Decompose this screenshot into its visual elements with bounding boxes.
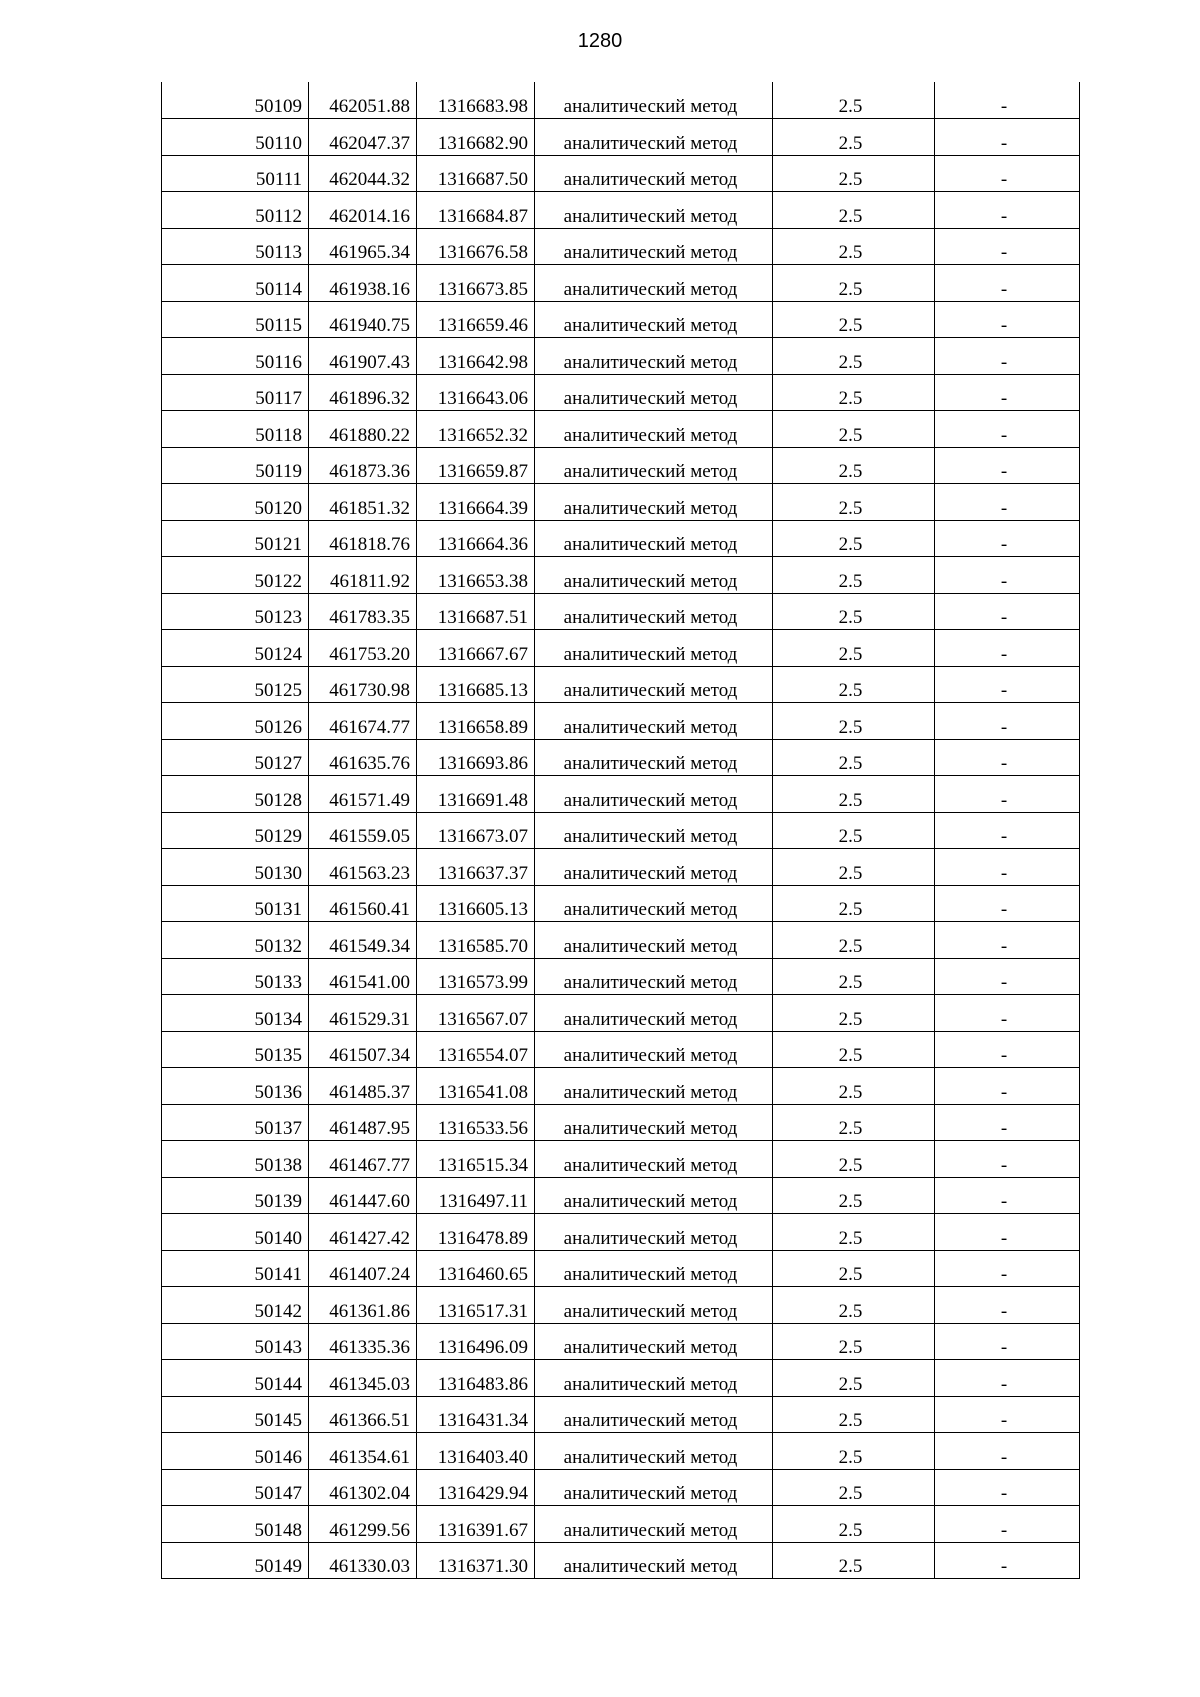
- method-cell: аналитический метод: [535, 1433, 773, 1470]
- point-number-cell: 50138: [162, 1141, 309, 1178]
- table-row: [162, 557, 1080, 594]
- method-cell: аналитический метод: [535, 411, 773, 448]
- x-coordinate-cell: 461302.04: [309, 1469, 417, 1506]
- table-row: [162, 849, 1080, 886]
- x-coordinate-cell: 461529.31: [309, 995, 417, 1032]
- table-row: [162, 338, 1080, 375]
- x-coordinate-cell: 461940.75: [309, 301, 417, 338]
- x-coordinate-cell: 461753.20: [309, 630, 417, 667]
- accuracy-cell: 2.5: [773, 593, 935, 630]
- accuracy-cell: 2.5: [773, 849, 935, 886]
- y-coordinate-cell: 1316371.30: [417, 1542, 535, 1579]
- table-row: [162, 812, 1080, 849]
- table-row: [162, 1506, 1080, 1543]
- x-coordinate-cell: 462044.32: [309, 155, 417, 192]
- table-row: [162, 1433, 1080, 1470]
- y-coordinate-cell: 1316478.89: [417, 1214, 535, 1251]
- method-cell: аналитический метод: [535, 958, 773, 995]
- x-coordinate-cell: 461330.03: [309, 1542, 417, 1579]
- y-coordinate-cell: 1316684.87: [417, 192, 535, 229]
- point-number-cell: 50126: [162, 703, 309, 740]
- note-cell: -: [935, 82, 1080, 119]
- accuracy-cell: 2.5: [773, 1469, 935, 1506]
- y-coordinate-cell: 1316685.13: [417, 666, 535, 703]
- x-coordinate-cell: 461571.49: [309, 776, 417, 813]
- method-cell: аналитический метод: [535, 1360, 773, 1397]
- method-cell: аналитический метод: [535, 666, 773, 703]
- note-cell: -: [935, 119, 1080, 156]
- table-row: [162, 301, 1080, 338]
- y-coordinate-cell: 1316567.07: [417, 995, 535, 1032]
- accuracy-cell: 2.5: [773, 301, 935, 338]
- note-cell: -: [935, 1542, 1080, 1579]
- table-row: [162, 1469, 1080, 1506]
- table-row: [162, 374, 1080, 411]
- accuracy-cell: 2.5: [773, 1250, 935, 1287]
- y-coordinate-cell: 1316573.99: [417, 958, 535, 995]
- point-number-cell: 50131: [162, 885, 309, 922]
- table-row: [162, 703, 1080, 740]
- point-number-cell: 50112: [162, 192, 309, 229]
- x-coordinate-cell: 461467.77: [309, 1141, 417, 1178]
- note-cell: -: [935, 995, 1080, 1032]
- note-cell: -: [935, 849, 1080, 886]
- table-row: [162, 265, 1080, 302]
- table-row: [162, 1177, 1080, 1214]
- point-number-cell: 50117: [162, 374, 309, 411]
- y-coordinate-cell: 1316554.07: [417, 1031, 535, 1068]
- x-coordinate-cell: 461851.32: [309, 484, 417, 521]
- accuracy-cell: 2.5: [773, 703, 935, 740]
- note-cell: -: [935, 1031, 1080, 1068]
- x-coordinate-cell: 461407.24: [309, 1250, 417, 1287]
- note-cell: -: [935, 593, 1080, 630]
- note-cell: -: [935, 1323, 1080, 1360]
- point-number-cell: 50134: [162, 995, 309, 1032]
- accuracy-cell: 2.5: [773, 885, 935, 922]
- y-coordinate-cell: 1316653.38: [417, 557, 535, 594]
- method-cell: аналитический метод: [535, 82, 773, 119]
- point-number-cell: 50146: [162, 1433, 309, 1470]
- y-coordinate-cell: 1316643.06: [417, 374, 535, 411]
- note-cell: -: [935, 1250, 1080, 1287]
- method-cell: аналитический метод: [535, 1214, 773, 1251]
- note-cell: -: [935, 1396, 1080, 1433]
- accuracy-cell: 2.5: [773, 1323, 935, 1360]
- method-cell: аналитический метод: [535, 849, 773, 886]
- y-coordinate-cell: 1316659.46: [417, 301, 535, 338]
- note-cell: -: [935, 155, 1080, 192]
- table-row: [162, 1104, 1080, 1141]
- table-row: [162, 1396, 1080, 1433]
- point-number-cell: 50110: [162, 119, 309, 156]
- x-coordinate-cell: 461811.92: [309, 557, 417, 594]
- table-row: [162, 411, 1080, 448]
- x-coordinate-cell: 462014.16: [309, 192, 417, 229]
- point-number-cell: 50114: [162, 265, 309, 302]
- point-number-cell: 50123: [162, 593, 309, 630]
- table-row: [162, 1214, 1080, 1251]
- y-coordinate-cell: 1316515.34: [417, 1141, 535, 1178]
- table-row: [162, 1068, 1080, 1105]
- note-cell: -: [935, 958, 1080, 995]
- accuracy-cell: 2.5: [773, 228, 935, 265]
- note-cell: -: [935, 1068, 1080, 1105]
- note-cell: -: [935, 301, 1080, 338]
- accuracy-cell: 2.5: [773, 1141, 935, 1178]
- note-cell: -: [935, 228, 1080, 265]
- y-coordinate-cell: 1316496.09: [417, 1323, 535, 1360]
- method-cell: аналитический метод: [535, 995, 773, 1032]
- y-coordinate-cell: 1316637.37: [417, 849, 535, 886]
- note-cell: -: [935, 192, 1080, 229]
- accuracy-cell: 2.5: [773, 119, 935, 156]
- point-number-cell: 50136: [162, 1068, 309, 1105]
- table-row: [162, 776, 1080, 813]
- x-coordinate-cell: 461896.32: [309, 374, 417, 411]
- accuracy-cell: 2.5: [773, 1177, 935, 1214]
- accuracy-cell: 2.5: [773, 776, 935, 813]
- note-cell: -: [935, 1287, 1080, 1324]
- coordinates-table-body: [162, 82, 1080, 1579]
- y-coordinate-cell: 1316429.94: [417, 1469, 535, 1506]
- point-number-cell: 50129: [162, 812, 309, 849]
- accuracy-cell: 2.5: [773, 1104, 935, 1141]
- table-row: [162, 593, 1080, 630]
- method-cell: аналитический метод: [535, 776, 773, 813]
- note-cell: -: [935, 666, 1080, 703]
- y-coordinate-cell: 1316673.85: [417, 265, 535, 302]
- point-number-cell: 50116: [162, 338, 309, 375]
- point-number-cell: 50115: [162, 301, 309, 338]
- accuracy-cell: 2.5: [773, 82, 935, 119]
- note-cell: -: [935, 776, 1080, 813]
- note-cell: -: [935, 338, 1080, 375]
- coordinates-table: [161, 82, 1080, 1579]
- table-row: [162, 155, 1080, 192]
- table-row: [162, 666, 1080, 703]
- note-cell: -: [935, 885, 1080, 922]
- point-number-cell: 50113: [162, 228, 309, 265]
- point-number-cell: 50118: [162, 411, 309, 448]
- x-coordinate-cell: 461549.34: [309, 922, 417, 959]
- table-row: [162, 228, 1080, 265]
- method-cell: аналитический метод: [535, 593, 773, 630]
- point-number-cell: 50149: [162, 1542, 309, 1579]
- x-coordinate-cell: 461485.37: [309, 1068, 417, 1105]
- accuracy-cell: 2.5: [773, 338, 935, 375]
- accuracy-cell: 2.5: [773, 1287, 935, 1324]
- accuracy-cell: 2.5: [773, 447, 935, 484]
- table-row: [162, 922, 1080, 959]
- point-number-cell: 50132: [162, 922, 309, 959]
- point-number-cell: 50120: [162, 484, 309, 521]
- y-coordinate-cell: 1316691.48: [417, 776, 535, 813]
- note-cell: -: [935, 520, 1080, 557]
- point-number-cell: 50111: [162, 155, 309, 192]
- point-number-cell: 50130: [162, 849, 309, 886]
- point-number-cell: 50125: [162, 666, 309, 703]
- accuracy-cell: 2.5: [773, 484, 935, 521]
- note-cell: -: [935, 739, 1080, 776]
- note-cell: -: [935, 1177, 1080, 1214]
- method-cell: аналитический метод: [535, 557, 773, 594]
- method-cell: аналитический метод: [535, 1287, 773, 1324]
- y-coordinate-cell: 1316431.34: [417, 1396, 535, 1433]
- note-cell: -: [935, 703, 1080, 740]
- note-cell: -: [935, 265, 1080, 302]
- page-number: 1280: [577, 30, 623, 52]
- y-coordinate-cell: 1316664.39: [417, 484, 535, 521]
- accuracy-cell: 2.5: [773, 739, 935, 776]
- y-coordinate-cell: 1316676.58: [417, 228, 535, 265]
- x-coordinate-cell: 461427.42: [309, 1214, 417, 1251]
- y-coordinate-cell: 1316642.98: [417, 338, 535, 375]
- x-coordinate-cell: 461730.98: [309, 666, 417, 703]
- accuracy-cell: 2.5: [773, 1542, 935, 1579]
- x-coordinate-cell: 461783.35: [309, 593, 417, 630]
- x-coordinate-cell: 462051.88: [309, 82, 417, 119]
- method-cell: аналитический метод: [535, 1104, 773, 1141]
- x-coordinate-cell: 461873.36: [309, 447, 417, 484]
- table-row: [162, 1141, 1080, 1178]
- method-cell: аналитический метод: [535, 155, 773, 192]
- point-number-cell: 50147: [162, 1469, 309, 1506]
- table-row: [162, 1287, 1080, 1324]
- method-cell: аналитический метод: [535, 739, 773, 776]
- point-number-cell: 50109: [162, 82, 309, 119]
- note-cell: -: [935, 1433, 1080, 1470]
- note-cell: -: [935, 447, 1080, 484]
- method-cell: аналитический метод: [535, 812, 773, 849]
- x-coordinate-cell: 461560.41: [309, 885, 417, 922]
- point-number-cell: 50144: [162, 1360, 309, 1397]
- point-number-cell: 50143: [162, 1323, 309, 1360]
- table-row: [162, 119, 1080, 156]
- x-coordinate-cell: 461361.86: [309, 1287, 417, 1324]
- table-row: [162, 82, 1080, 119]
- y-coordinate-cell: 1316585.70: [417, 922, 535, 959]
- note-cell: -: [935, 1214, 1080, 1251]
- accuracy-cell: 2.5: [773, 265, 935, 302]
- method-cell: аналитический метод: [535, 1542, 773, 1579]
- point-number-cell: 50124: [162, 630, 309, 667]
- method-cell: аналитический метод: [535, 1469, 773, 1506]
- y-coordinate-cell: 1316533.56: [417, 1104, 535, 1141]
- table-row: [162, 1323, 1080, 1360]
- method-cell: аналитический метод: [535, 520, 773, 557]
- note-cell: -: [935, 1506, 1080, 1543]
- y-coordinate-cell: 1316391.67: [417, 1506, 535, 1543]
- x-coordinate-cell: 461907.43: [309, 338, 417, 375]
- x-coordinate-cell: 461563.23: [309, 849, 417, 886]
- method-cell: аналитический метод: [535, 922, 773, 959]
- point-number-cell: 50142: [162, 1287, 309, 1324]
- point-number-cell: 50121: [162, 520, 309, 557]
- note-cell: -: [935, 411, 1080, 448]
- x-coordinate-cell: 461541.00: [309, 958, 417, 995]
- table-row: [162, 958, 1080, 995]
- x-coordinate-cell: 461880.22: [309, 411, 417, 448]
- method-cell: аналитический метод: [535, 301, 773, 338]
- table-row: [162, 995, 1080, 1032]
- note-cell: -: [935, 630, 1080, 667]
- x-coordinate-cell: 461635.76: [309, 739, 417, 776]
- accuracy-cell: 2.5: [773, 192, 935, 229]
- accuracy-cell: 2.5: [773, 557, 935, 594]
- y-coordinate-cell: 1316682.90: [417, 119, 535, 156]
- accuracy-cell: 2.5: [773, 1396, 935, 1433]
- accuracy-cell: 2.5: [773, 812, 935, 849]
- table-row: [162, 1250, 1080, 1287]
- y-coordinate-cell: 1316664.36: [417, 520, 535, 557]
- y-coordinate-cell: 1316683.98: [417, 82, 535, 119]
- x-coordinate-cell: 461965.34: [309, 228, 417, 265]
- x-coordinate-cell: 461447.60: [309, 1177, 417, 1214]
- accuracy-cell: 2.5: [773, 1360, 935, 1397]
- y-coordinate-cell: 1316673.07: [417, 812, 535, 849]
- method-cell: аналитический метод: [535, 119, 773, 156]
- y-coordinate-cell: 1316659.87: [417, 447, 535, 484]
- point-number-cell: 50128: [162, 776, 309, 813]
- table-row: [162, 630, 1080, 667]
- method-cell: аналитический метод: [535, 630, 773, 667]
- accuracy-cell: 2.5: [773, 1506, 935, 1543]
- accuracy-cell: 2.5: [773, 1031, 935, 1068]
- y-coordinate-cell: 1316658.89: [417, 703, 535, 740]
- method-cell: аналитический метод: [535, 228, 773, 265]
- method-cell: аналитический метод: [535, 885, 773, 922]
- table-row: [162, 1542, 1080, 1579]
- note-cell: -: [935, 1104, 1080, 1141]
- point-number-cell: 50122: [162, 557, 309, 594]
- accuracy-cell: 2.5: [773, 922, 935, 959]
- y-coordinate-cell: 1316693.86: [417, 739, 535, 776]
- method-cell: аналитический метод: [535, 265, 773, 302]
- table-row: [162, 885, 1080, 922]
- note-cell: -: [935, 1360, 1080, 1397]
- x-coordinate-cell: 461487.95: [309, 1104, 417, 1141]
- x-coordinate-cell: 461507.34: [309, 1031, 417, 1068]
- x-coordinate-cell: 461559.05: [309, 812, 417, 849]
- x-coordinate-cell: 461818.76: [309, 520, 417, 557]
- method-cell: аналитический метод: [535, 1068, 773, 1105]
- accuracy-cell: 2.5: [773, 411, 935, 448]
- y-coordinate-cell: 1316497.11: [417, 1177, 535, 1214]
- method-cell: аналитический метод: [535, 1250, 773, 1287]
- accuracy-cell: 2.5: [773, 1214, 935, 1251]
- method-cell: аналитический метод: [535, 703, 773, 740]
- table-row: [162, 447, 1080, 484]
- accuracy-cell: 2.5: [773, 1433, 935, 1470]
- y-coordinate-cell: 1316483.86: [417, 1360, 535, 1397]
- method-cell: аналитический метод: [535, 1141, 773, 1178]
- point-number-cell: 50140: [162, 1214, 309, 1251]
- note-cell: -: [935, 484, 1080, 521]
- accuracy-cell: 2.5: [773, 520, 935, 557]
- y-coordinate-cell: 1316460.65: [417, 1250, 535, 1287]
- method-cell: аналитический метод: [535, 1177, 773, 1214]
- point-number-cell: 50137: [162, 1104, 309, 1141]
- x-coordinate-cell: 461366.51: [309, 1396, 417, 1433]
- table-row: [162, 484, 1080, 521]
- table-row: [162, 192, 1080, 229]
- point-number-cell: 50133: [162, 958, 309, 995]
- accuracy-cell: 2.5: [773, 630, 935, 667]
- y-coordinate-cell: 1316605.13: [417, 885, 535, 922]
- y-coordinate-cell: 1316667.67: [417, 630, 535, 667]
- point-number-cell: 50127: [162, 739, 309, 776]
- method-cell: аналитический метод: [535, 192, 773, 229]
- point-number-cell: 50135: [162, 1031, 309, 1068]
- x-coordinate-cell: 461345.03: [309, 1360, 417, 1397]
- point-number-cell: 50119: [162, 447, 309, 484]
- method-cell: аналитический метод: [535, 1323, 773, 1360]
- point-number-cell: 50141: [162, 1250, 309, 1287]
- point-number-cell: 50148: [162, 1506, 309, 1543]
- y-coordinate-cell: 1316541.08: [417, 1068, 535, 1105]
- method-cell: аналитический метод: [535, 1506, 773, 1543]
- x-coordinate-cell: 461354.61: [309, 1433, 417, 1470]
- accuracy-cell: 2.5: [773, 995, 935, 1032]
- accuracy-cell: 2.5: [773, 958, 935, 995]
- point-number-cell: 50145: [162, 1396, 309, 1433]
- note-cell: -: [935, 374, 1080, 411]
- method-cell: аналитический метод: [535, 447, 773, 484]
- table-row: [162, 739, 1080, 776]
- accuracy-cell: 2.5: [773, 1068, 935, 1105]
- y-coordinate-cell: 1316687.51: [417, 593, 535, 630]
- y-coordinate-cell: 1316652.32: [417, 411, 535, 448]
- note-cell: -: [935, 1141, 1080, 1178]
- note-cell: -: [935, 557, 1080, 594]
- note-cell: -: [935, 922, 1080, 959]
- x-coordinate-cell: 462047.37: [309, 119, 417, 156]
- method-cell: аналитический метод: [535, 1031, 773, 1068]
- x-coordinate-cell: 461674.77: [309, 703, 417, 740]
- table-row: [162, 520, 1080, 557]
- method-cell: аналитический метод: [535, 1396, 773, 1433]
- accuracy-cell: 2.5: [773, 155, 935, 192]
- table-row: [162, 1031, 1080, 1068]
- x-coordinate-cell: 461335.36: [309, 1323, 417, 1360]
- note-cell: -: [935, 812, 1080, 849]
- method-cell: аналитический метод: [535, 338, 773, 375]
- y-coordinate-cell: 1316687.50: [417, 155, 535, 192]
- accuracy-cell: 2.5: [773, 666, 935, 703]
- x-coordinate-cell: 461299.56: [309, 1506, 417, 1543]
- x-coordinate-cell: 461938.16: [309, 265, 417, 302]
- y-coordinate-cell: 1316403.40: [417, 1433, 535, 1470]
- point-number-cell: 50139: [162, 1177, 309, 1214]
- table-row: [162, 1360, 1080, 1397]
- method-cell: аналитический метод: [535, 484, 773, 521]
- method-cell: аналитический метод: [535, 374, 773, 411]
- accuracy-cell: 2.5: [773, 374, 935, 411]
- note-cell: -: [935, 1469, 1080, 1506]
- y-coordinate-cell: 1316517.31: [417, 1287, 535, 1324]
